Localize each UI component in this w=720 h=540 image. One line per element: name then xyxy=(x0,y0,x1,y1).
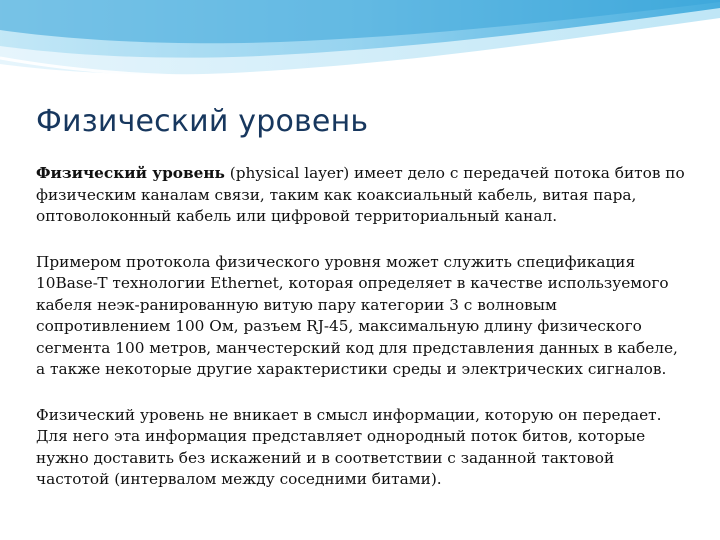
paragraph-example: Примером протокола физического уровня может служить спецификация 10Base-T технологии Ethernet, которая определяет в качестве используемого кабеля неэк-ранированную витую пару категории 3 с волновым сопротивлением 100 Ом, разъем RJ-45, максимальную длину физического сегмента 100 метров, манчестерский код для представления данных в кабеле, а также некоторые другие характеристики среды и электрических сигналов. xyxy=(36,252,678,378)
slide-title: Физический уровень xyxy=(36,104,369,139)
term-physical-layer: Физический уровень xyxy=(36,164,225,182)
paragraph-definition xyxy=(36,163,688,228)
paragraph-conclusion: Физический уровень не вникает в смысл информации, которую он передает. Для него эта информация представляет однородный поток битов, которые нужно доставить без искажений и в соответствии с заданной тактовой частотой (интервалом между соседними битами). xyxy=(36,405,662,488)
header-wave-decoration xyxy=(0,0,720,110)
paragraph-definition-text: (physical layer) имеет дело с передачей потока битов по физическим каналам связи, таким как коаксиальный кабель, витая пара, оптоволоконный кабель или цифровой территориальный канал. xyxy=(36,164,685,225)
slide-body xyxy=(36,163,688,515)
